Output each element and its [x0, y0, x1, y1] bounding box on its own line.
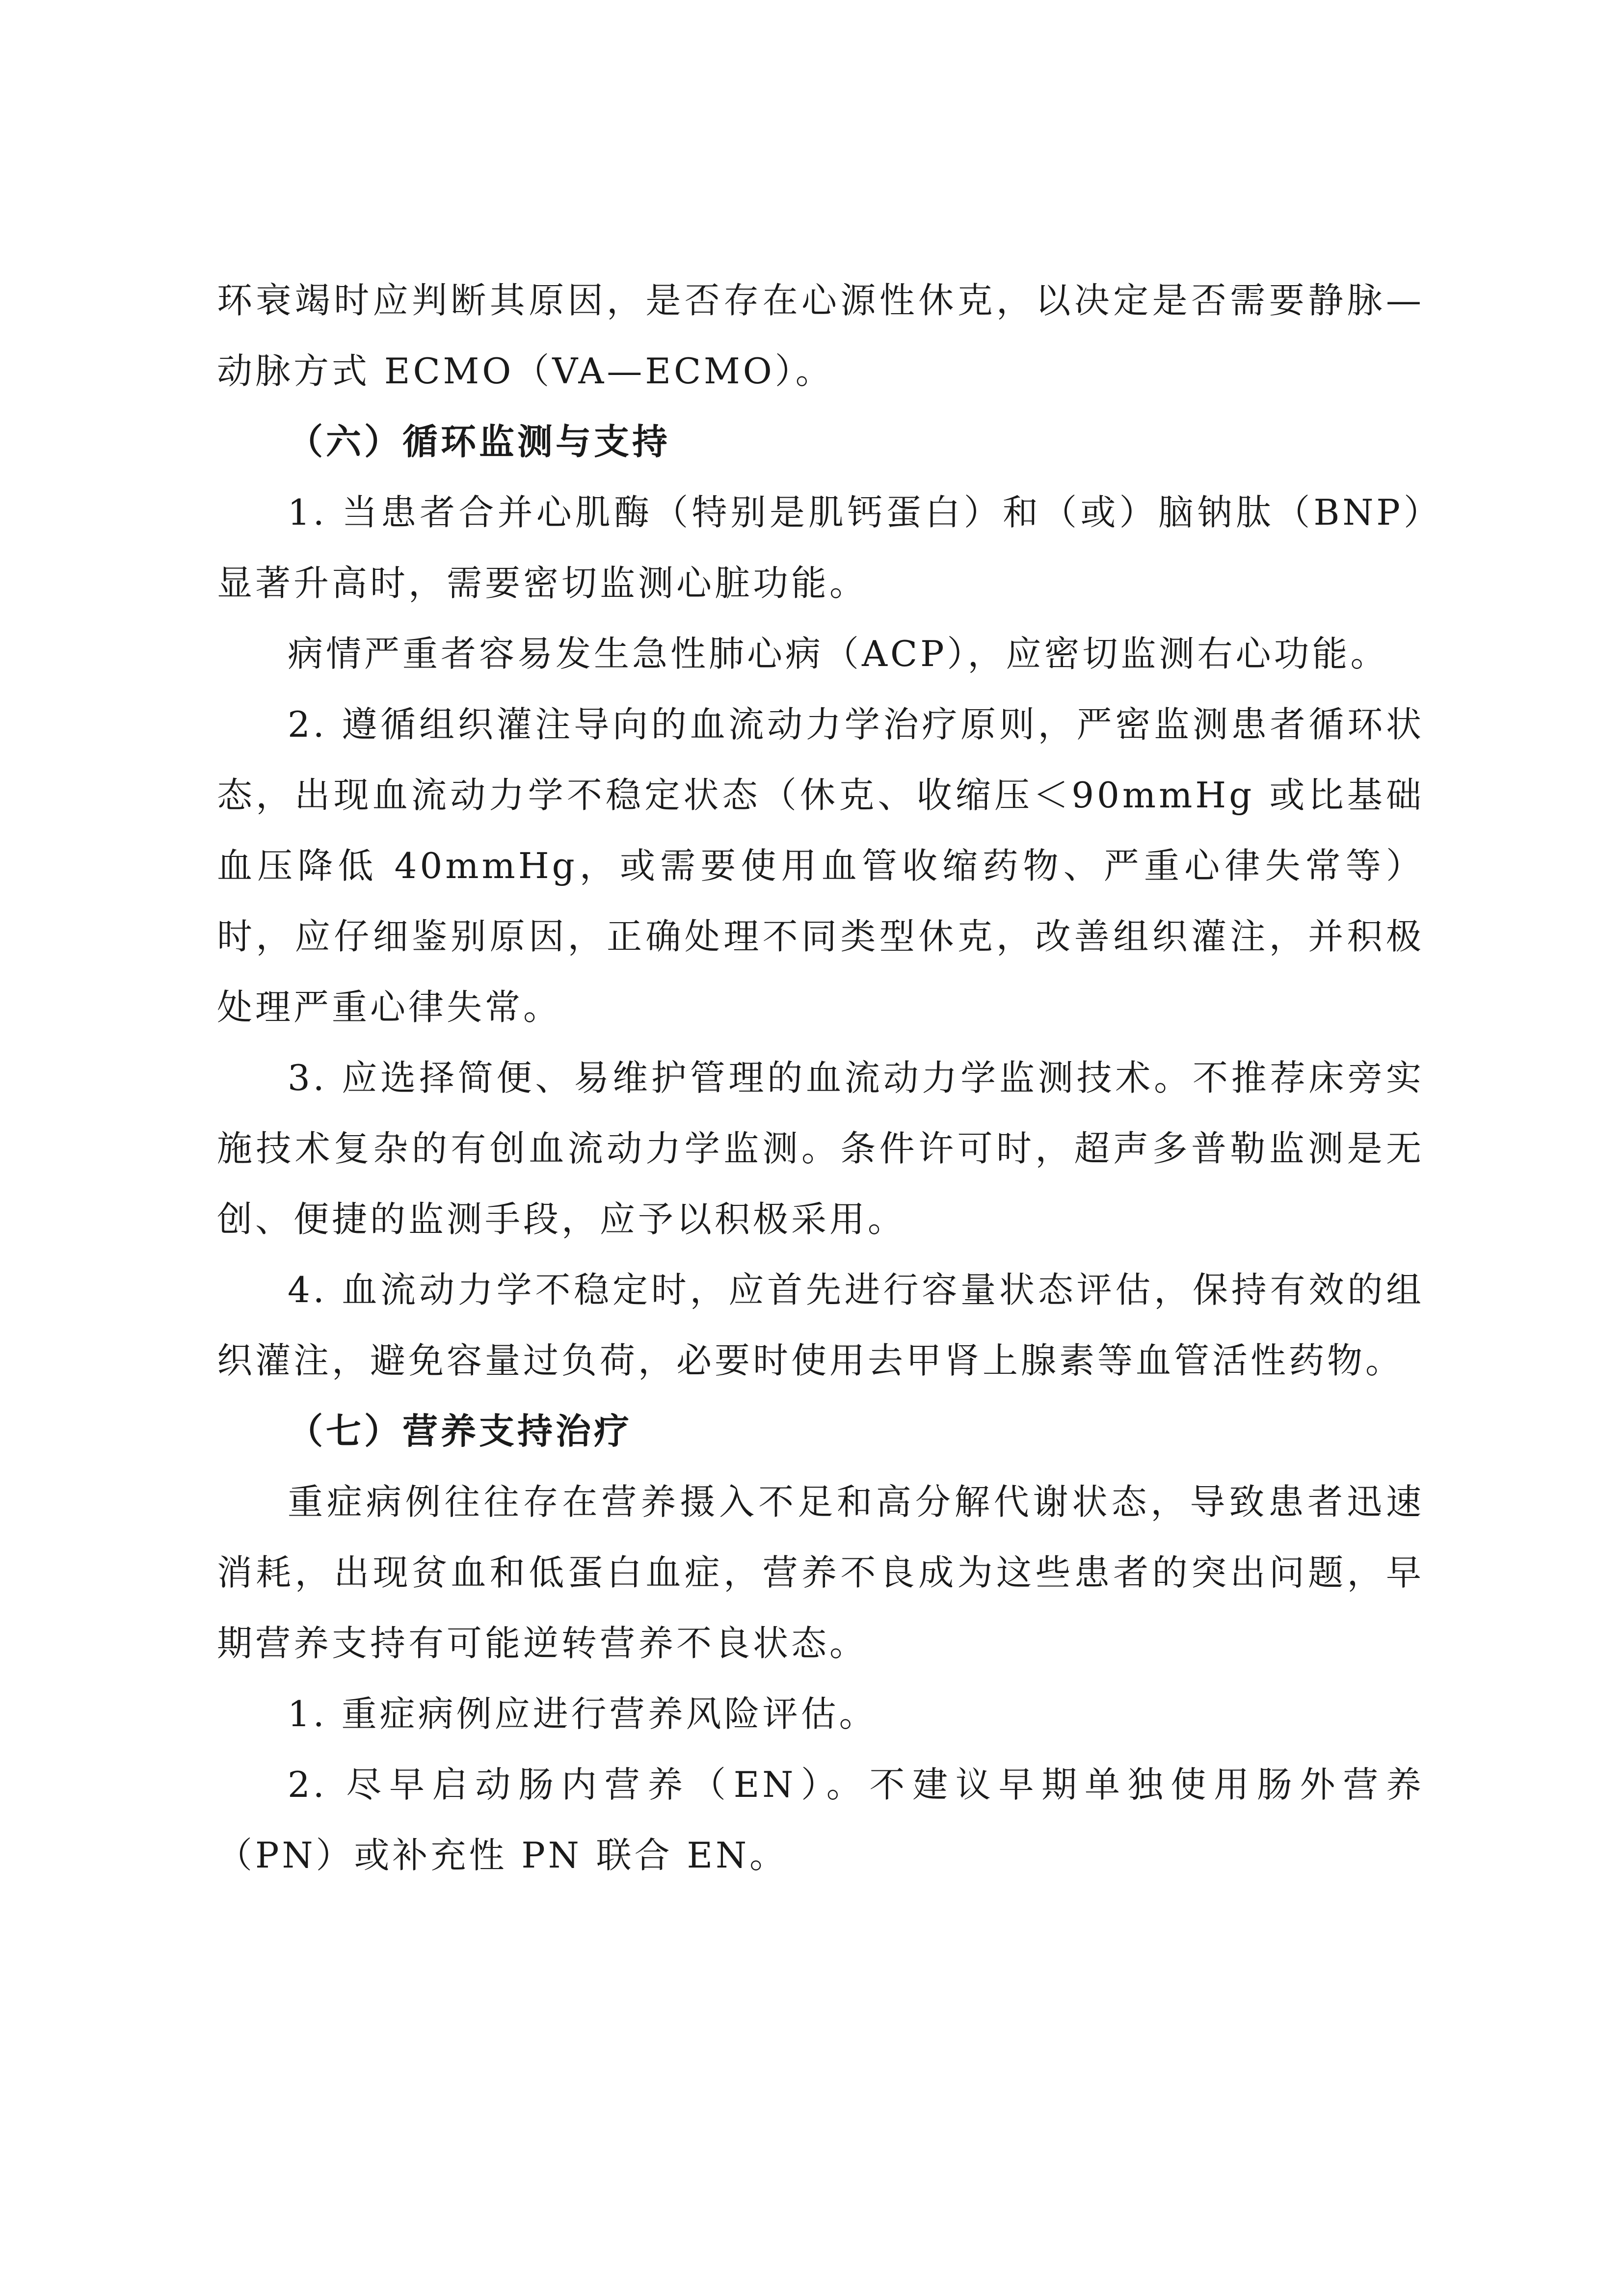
paragraph-nutrition-item-2: 2. 尽早启动肠内营养（EN）。不建议早期单独使用肠外营养（PN）或补充性 PN 联合 EN。	[217, 1764, 1424, 1876]
paragraph-nutrition-intro: 重症病例往往存在营养摄入不足和高分解代谢状态，导致患者迅速消耗，出现贫血和低蛋白血症，营养不良成为这些患者的突出问题，早期营养支持有可能逆转营养不良状态。	[217, 1481, 1424, 1664]
paragraph-item-2: 2. 遵循组织灌注导向的血流动力学治疗原则，严密监测患者循环状态，出现血流动力学不稳定状态（休克、收缩压＜90mmHg 或比基础血压降低 40mmHg，或需要使用血管收缩药物、严重心律失常等）时，应仔细鉴别原因，正确处理不同类型休克，改善组织灌注，并积极处理严重心律失常。	[217, 704, 1424, 1028]
paragraph-item-3: 3. 应选择简便、易维护管理的血流动力学监测技术。不推荐床旁实施技术复杂的有创血流动力学监测。条件许可时，超声多普勒监测是无创、便捷的监测手段，应予以积极采用。	[217, 1057, 1424, 1240]
paragraph-continuation: 环衰竭时应判断其原因，是否存在心源性休克，以决定是否需要静脉—动脉方式 ECMO（VA—ECMO）。	[217, 280, 1424, 392]
section-heading-nutrition: （七）营养支持治疗	[288, 1411, 633, 1452]
paragraph-nutrition-item-1: 1. 重症病例应进行营养风险评估。	[288, 1693, 878, 1735]
paragraph-item-1: 1. 当患者合并心肌酶（特别是肌钙蛋白）和（或）脑钠肽（BNP）显著升高时，需要密切监测心脏功能。	[217, 492, 1424, 604]
section-heading-circulation: （六）循环监测与支持	[288, 421, 671, 462]
paragraph-acp: 病情严重者容易发生急性肺心病（ACP），应密切监测右心功能。	[288, 633, 1389, 674]
paragraph-item-4: 4. 血流动力学不稳定时，应首先进行容量状态评估，保持有效的组织灌注，避免容量过负荷，必要时使用去甲肾上腺素等血管活性药物。	[217, 1269, 1424, 1381]
document-body	[217, 265, 1424, 1891]
